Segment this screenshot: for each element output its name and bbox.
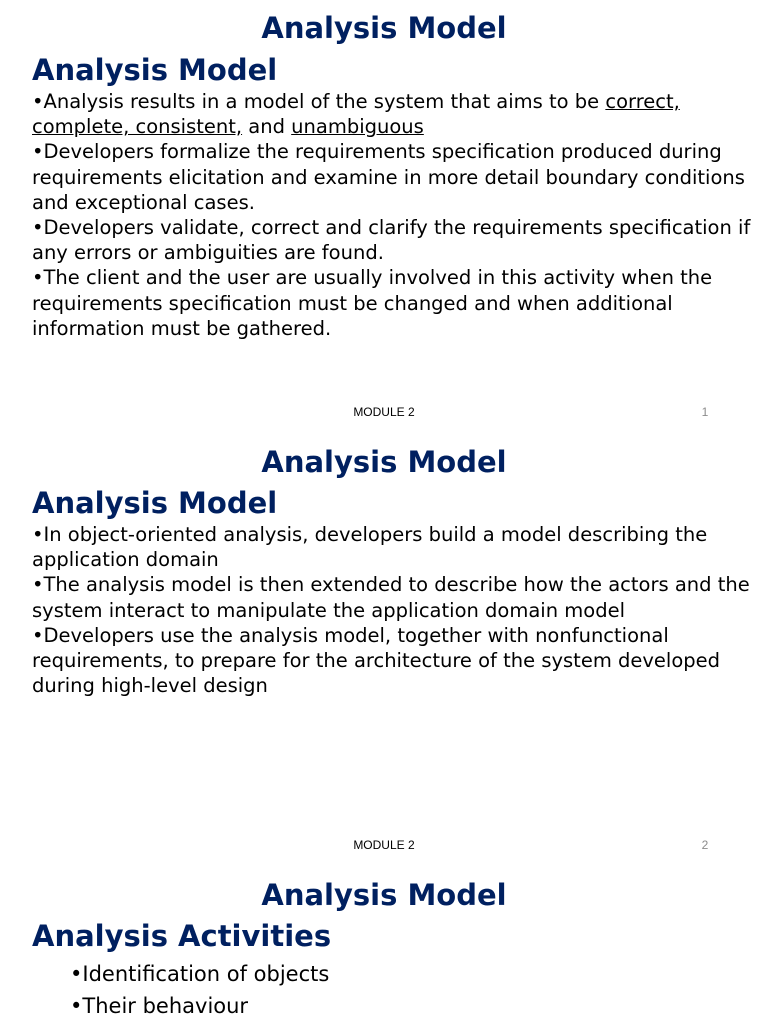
bullet-text: •Developers formalize the requirements specification produced during requirements elicitation and examine in more detail boundary conditions and exceptional cases. <box>32 140 745 214</box>
underlined-term: correct, complete, consistent, <box>32 90 680 139</box>
section-heading: Analysis Model <box>32 486 278 520</box>
bullet-text: •Developers validate, correct and clarify the requirements specification if any errors or ambiguities are found. <box>32 216 751 265</box>
bullet-text: •The analysis model is then extended to describe how the actors and the system interact to manipulate the application domain model <box>32 573 750 622</box>
bullet-text: •Developers use the analysis model, together with nonfunctional requirements, to prepare for the architecture of the system developed during high-level design <box>32 623 721 698</box>
bullet-list <box>70 958 768 1022</box>
bullet-text: •In object-oriented analysis, developers build a model describing the application domain <box>32 523 708 572</box>
page-number: 1 <box>701 405 709 419</box>
slide-title: Analysis Model <box>261 445 507 479</box>
bullet-item <box>70 990 768 1022</box>
underlined-term: unambiguous <box>291 115 424 139</box>
slide-title: Analysis Model <box>261 878 507 912</box>
bullet-item <box>32 215 764 265</box>
bullet-item <box>70 958 768 990</box>
bullet-text: •Their behaviour <box>70 994 249 1018</box>
bullet-item <box>32 623 764 699</box>
section-heading: Analysis Model <box>32 53 278 87</box>
bullet-item <box>32 139 764 215</box>
section-heading: Analysis Activities <box>32 919 332 953</box>
page-number: 2 <box>701 838 709 852</box>
bullet-item <box>32 522 764 572</box>
slide-title: Analysis Model <box>261 11 507 45</box>
bullet-list <box>32 522 764 698</box>
bullet-list <box>32 89 764 341</box>
bullet-text: •Identification of objects <box>70 962 330 986</box>
bullet-item <box>32 89 764 139</box>
bullet-text: •Analysis results in a model of the system that aims to be <box>32 90 606 113</box>
footer-module-label: MODULE 2 <box>353 405 415 419</box>
bullet-text: and <box>242 115 292 139</box>
bullet-item <box>32 265 764 341</box>
footer-module-label: MODULE 2 <box>353 838 415 852</box>
bullet-item <box>32 572 764 622</box>
bullet-text: •The client and the user are usually involved in this activity when the requirements specification must be changed and when additional information must be gathered. <box>32 266 713 340</box>
